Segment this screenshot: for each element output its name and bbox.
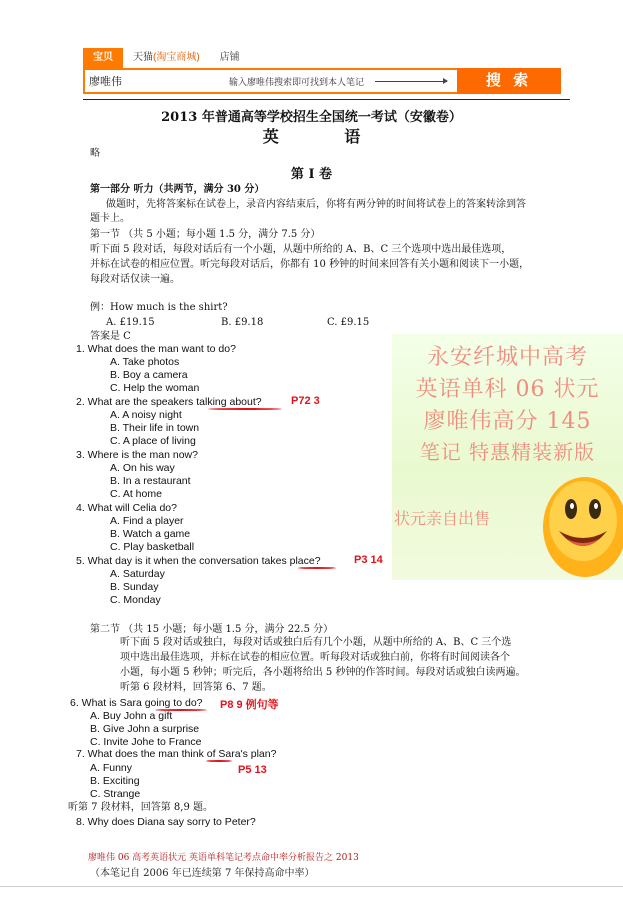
q2-option-c: C. A place of living bbox=[110, 435, 196, 447]
q3-option-c: C. At home bbox=[110, 488, 162, 500]
section1-instructions-line2: 并标在试卷的相应位置。听完每段对话后，你都有 10 秒钟的时间来回答有关小题和阅读下一小题， bbox=[90, 259, 530, 270]
smiley-face-icon bbox=[537, 469, 623, 580]
example-option-a: A. £19.15 bbox=[106, 317, 155, 328]
arrow-icon bbox=[375, 81, 447, 82]
ad-line-2: 英语单科 06 状元 bbox=[415, 377, 600, 402]
section1-instructions-line1: 听下面 5 段对话，每段对话后有一个小题，从题中所给的 A、B、C 三个选项中选出最佳选项， bbox=[90, 244, 512, 255]
question-2: 2. What are the speakers talking about? bbox=[76, 396, 262, 408]
part1-intro-line2: 题卡上。 bbox=[90, 213, 130, 224]
ad-line-4: 笔记 特惠精装新版 bbox=[419, 440, 596, 464]
exam-title: 2013 年普通高等学校招生全国统一考试（安徽卷） bbox=[161, 110, 462, 125]
shop-search-widget bbox=[83, 44, 561, 96]
q1-option-c: C. Help the woman bbox=[110, 382, 200, 394]
q3-option-a: A. On his way bbox=[110, 462, 175, 474]
question-4: 4. What will Celia do? bbox=[76, 502, 177, 514]
tab-items[interactable]: 宝贝 bbox=[83, 48, 123, 68]
q7-underline bbox=[206, 760, 232, 762]
section2-instructions-line1: 听下面 5 段对话或独白，每段对话或独白后有几个小题，从题中所给的 A、B、C 三个选 bbox=[120, 637, 512, 648]
q7-option-c: C. Strange bbox=[90, 788, 141, 800]
material-7-note: 听第 7 段材料，回答第 8,9 题。 bbox=[68, 802, 213, 813]
ad-banner bbox=[392, 334, 623, 580]
question-3: 3. Where is the man now? bbox=[76, 449, 198, 461]
search-input[interactable]: 廖唯伟 bbox=[89, 76, 122, 88]
q5-page-note: P3 14 bbox=[354, 554, 383, 566]
q4-option-b: B. Watch a game bbox=[110, 528, 191, 540]
q4-option-a: A. Find a player bbox=[110, 515, 184, 527]
omitted-note: 略 bbox=[90, 148, 100, 159]
search-hint: 输入廖唯伟搜索即可找到本人笔记 bbox=[229, 77, 365, 87]
example-option-c: C. £9.15 bbox=[327, 317, 370, 328]
q5-option-a: A. Saturday bbox=[110, 568, 165, 580]
footer-note: （本笔记自 2006 年已连续第 7 年保持高命中率） bbox=[90, 868, 315, 879]
q5-option-b: B. Sunday bbox=[110, 581, 159, 593]
question-7: 7. What does the man think of Sara's plan? bbox=[76, 748, 277, 760]
example-question: 例：How much is the shirt? bbox=[90, 302, 228, 313]
subject-title: 英 语 bbox=[262, 127, 391, 146]
header-divider bbox=[83, 99, 570, 100]
page-bottom-divider bbox=[0, 886, 623, 887]
q2-underline bbox=[208, 408, 282, 410]
footer-report-line: 廖唯伟 06 高考英语状元 英语单科笔记考点命中率分析报告之 2013 bbox=[88, 853, 359, 863]
ad-line-1: 永安纤城中高考 bbox=[426, 345, 588, 370]
q3-option-b: B. In a restaurant bbox=[110, 475, 191, 487]
tab-shops[interactable]: 店铺 bbox=[219, 52, 240, 63]
tab-tmall-label: 天猫 bbox=[133, 52, 153, 63]
example-option-b: B. £9.18 bbox=[221, 317, 264, 328]
section1-instructions-line3: 每段对话仅读一遍。 bbox=[90, 274, 180, 285]
tab-tmall[interactable] bbox=[123, 48, 210, 68]
example-answer: 答案是 C bbox=[90, 331, 131, 342]
part1-intro-line1: 做题时，先将答案标在试卷上，录音内容结束后，你将有两分钟的时间将试卷上的答案转涂到答 bbox=[106, 199, 526, 210]
section1-heading: 第一节 （共 5 小题；每小题 1.5 分，满分 7.5 分） bbox=[90, 229, 321, 240]
tab-tmall-sub-label: (淘宝商城) bbox=[153, 52, 200, 63]
q5-option-c: C. Monday bbox=[110, 594, 161, 606]
section2-instructions-line4: 听第 6 段材料，回答第 6、7 题。 bbox=[120, 682, 272, 693]
q2-page-note: P72 3 bbox=[291, 395, 320, 407]
section2-heading: 第二节 （共 15 小题；每小题 1.5 分，满分 22.5 分） bbox=[90, 624, 334, 635]
ad-line-3: 廖唯伟高分 145 bbox=[423, 409, 592, 434]
q1-option-b: B. Boy a camera bbox=[110, 369, 188, 381]
q5-underline bbox=[298, 567, 336, 569]
q6-option-b: B. Give John a surprise bbox=[90, 723, 200, 735]
search-button[interactable]: 搜 索 bbox=[457, 68, 561, 94]
q6-option-a: A. Buy John a gift bbox=[90, 710, 173, 722]
search-tabs bbox=[83, 48, 250, 68]
q4-option-c: C. Play basketball bbox=[110, 541, 195, 553]
q6-option-c: C. Invite Johe to France bbox=[90, 736, 202, 748]
part1-heading: 第一部分 听力（共两节，满分 30 分） bbox=[90, 184, 265, 195]
question-6: 6. What is Sara going to do? bbox=[70, 697, 203, 709]
question-5: 5. What day is it when the conversation takes place? bbox=[76, 555, 321, 567]
volume-title: 第 I 卷 bbox=[290, 167, 333, 182]
q7-page-note: P5 13 bbox=[238, 764, 267, 776]
ad-seller-text: 状元亲自出售 bbox=[394, 509, 491, 528]
search-bar bbox=[83, 68, 561, 94]
question-8: 8. Why does Diana say sorry to Peter? bbox=[76, 816, 256, 828]
q1-option-a: A. Take photos bbox=[110, 356, 180, 368]
q2-option-b: B. Their life in town bbox=[110, 422, 200, 434]
section2-instructions-line2: 项中选出最佳选项，并标在试卷的相应位置。听每段对话或独白前，你将有时间阅读各个 bbox=[120, 652, 510, 663]
question-1: 1. What does the man want to do? bbox=[76, 343, 236, 355]
q6-page-note: P8 9 例句等 bbox=[220, 699, 279, 711]
q7-option-b: B. Exciting bbox=[90, 775, 140, 787]
q7-option-a: A. Funny bbox=[90, 762, 133, 774]
q2-option-a: A. A noisy night bbox=[110, 409, 182, 421]
section2-instructions-line3: 小题，每小题 5 秒钟；听完后，各小题将给出 5 秒钟的作答时间。每段对话或独白读两遍。 bbox=[120, 667, 526, 678]
